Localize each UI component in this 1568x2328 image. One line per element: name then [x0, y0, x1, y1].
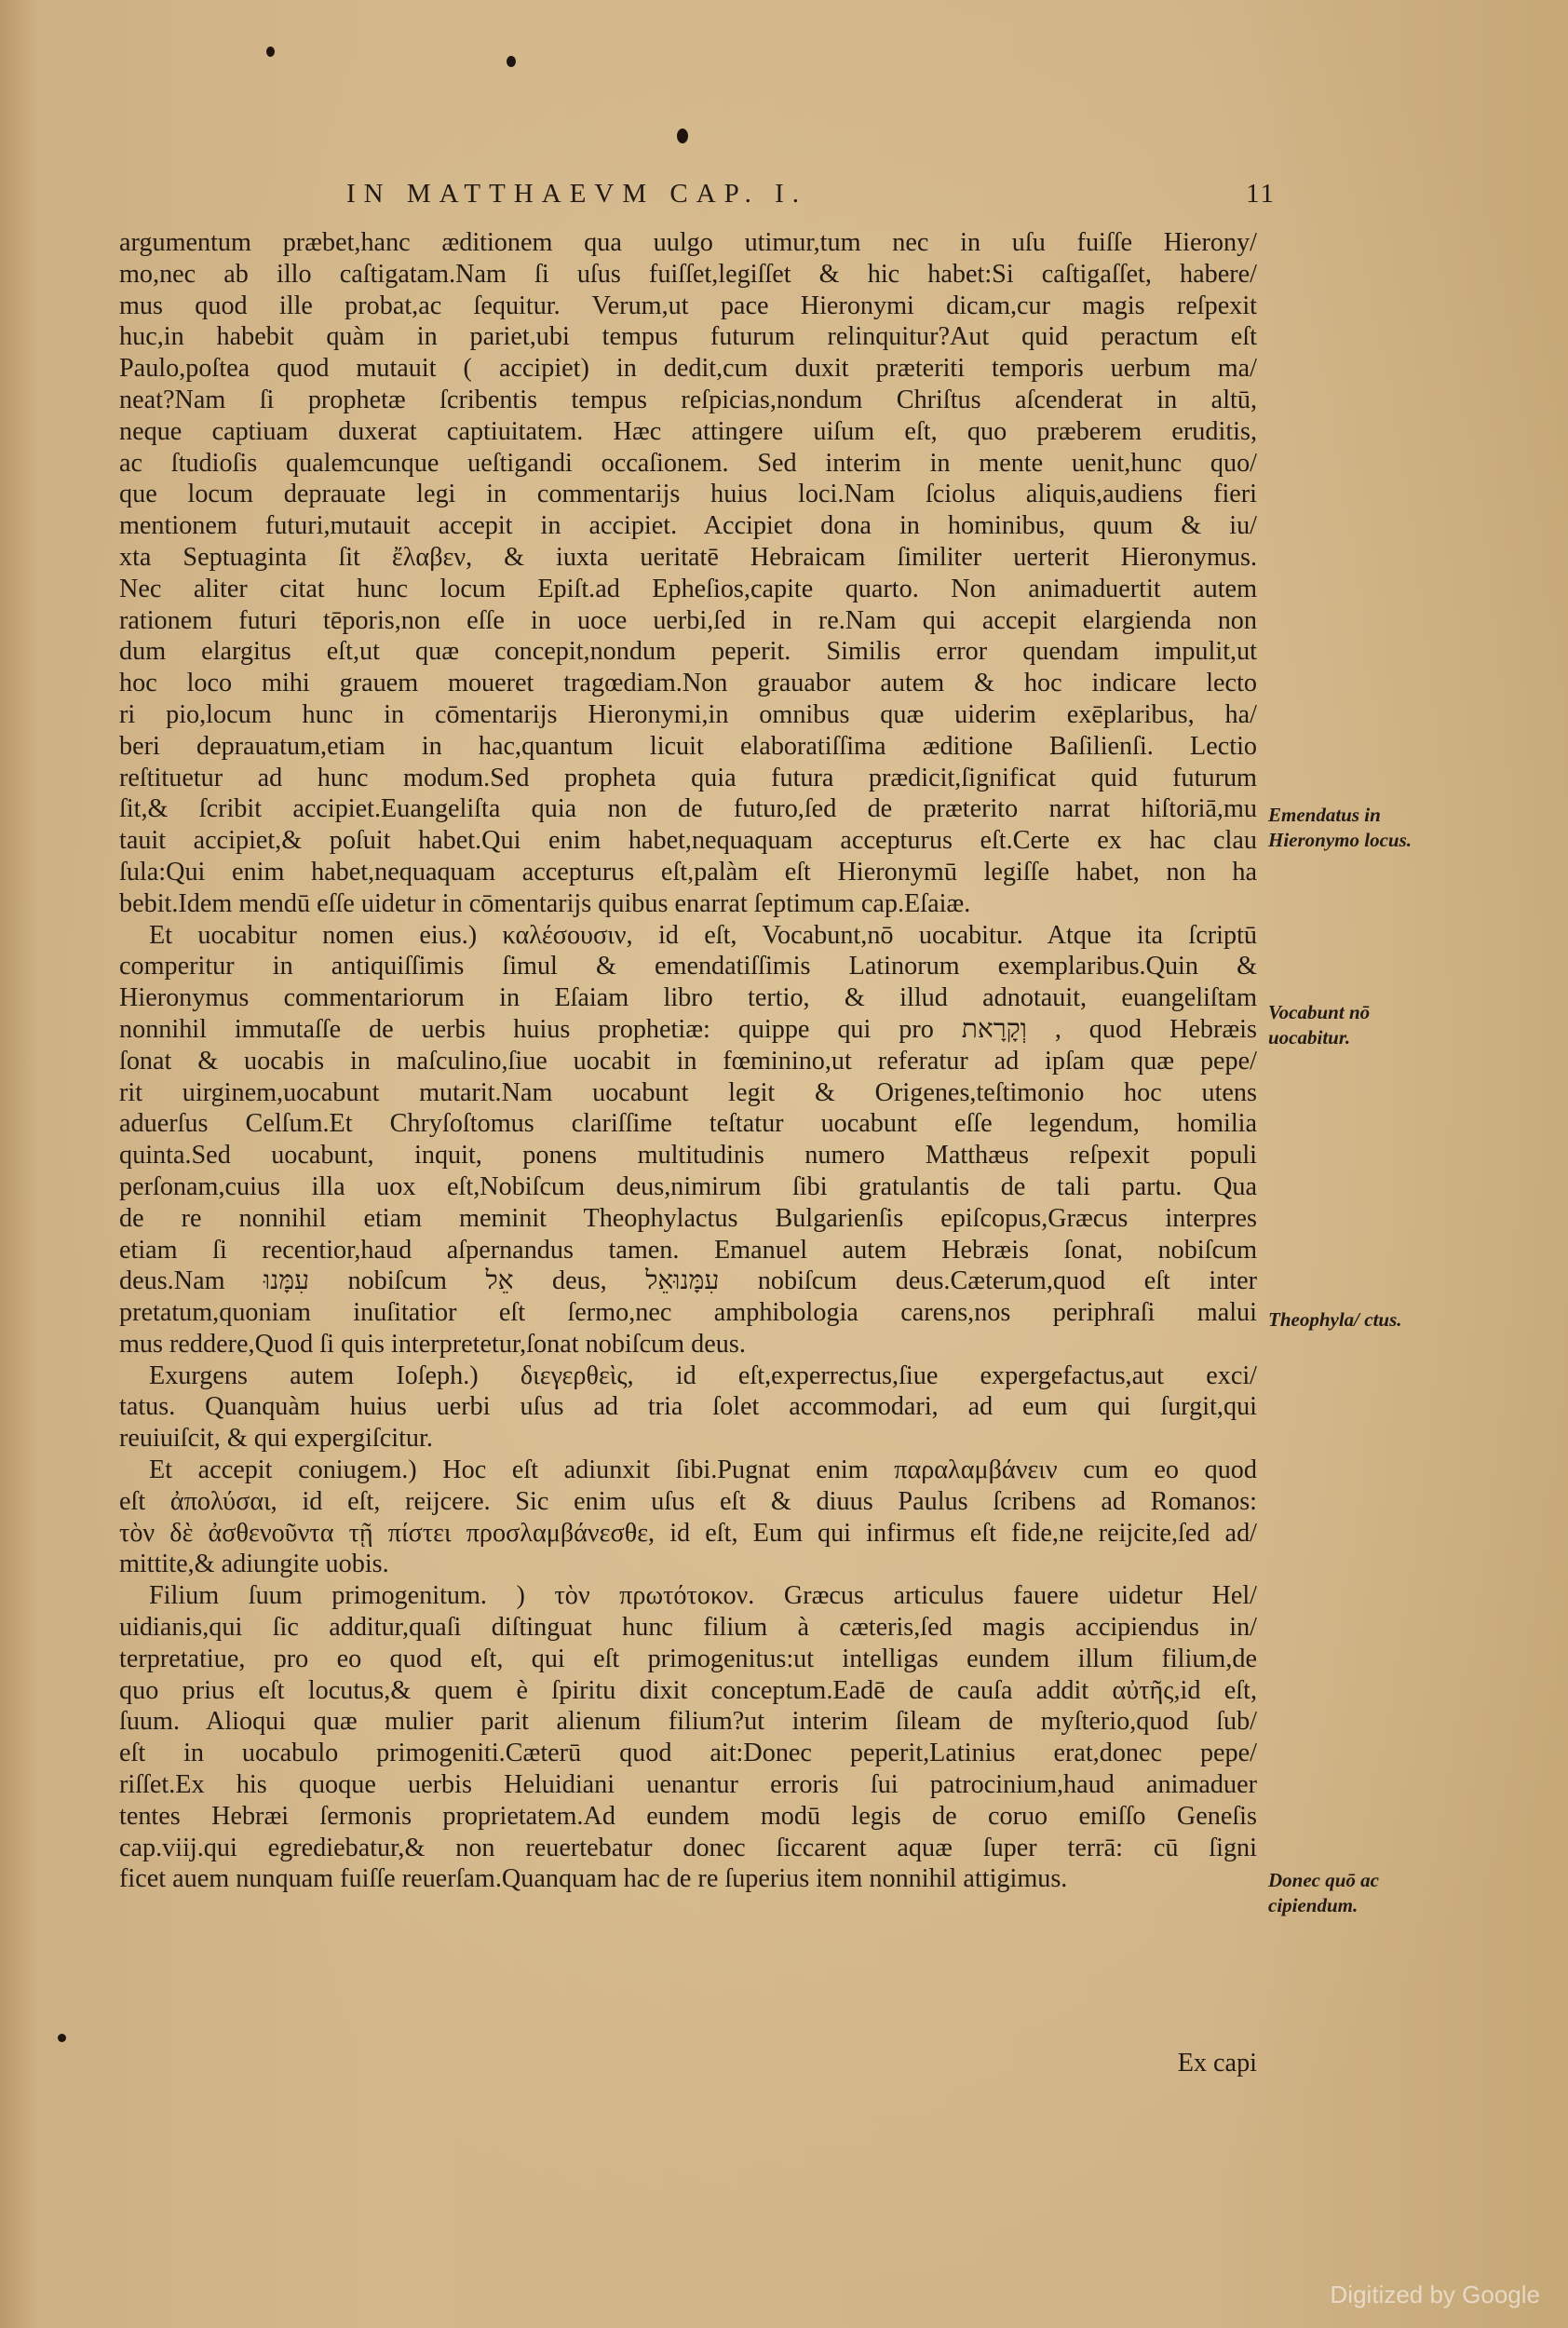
text-line: terpretatiue, pro eo quod eſt, qui eſt primogenitus:ut intelligas eundem illum filium,de: [119, 1644, 1257, 1673]
margin-note-theophylactus: Theophyla/ ctus.: [1268, 1308, 1402, 1331]
main-text-block: [119, 227, 1257, 1895]
text-line: etiam ſi recentior,haud aſpernandus tamen. Emanuel autem Hebræis ſonat, nobiſcum: [119, 1235, 1257, 1265]
text-line: que locum deprauate legi in commentarijs huius loci.Nam ſciolus aliquis,audiens fieri: [119, 480, 1257, 509]
running-title: IN MATTHAEVM CAP. I.: [346, 179, 807, 209]
ink-spot: [58, 2034, 66, 2042]
ink-spot: [677, 129, 688, 143]
text-line: Et uocabitur nomen eius.) καλέσουσιν, id eſt, Vocabunt,nō uocabitur. Atque ita ſcriptū: [149, 920, 1257, 950]
ink-spot: [266, 47, 275, 57]
text-line: reſtituetur ad hunc modum.Sed propheta quia futura prædicit,ſignificat quid futurum: [119, 763, 1257, 792]
text-line: aduerſus Celſum.Et Chryſoſtomus clariſſime teſtatur uocabunt eſſe legendum, homilia: [119, 1109, 1257, 1139]
ink-spot: [507, 56, 516, 67]
text-line: hoc loco mihi grauem moueret tragœdiam.Non grauabor autem & hoc indicare lecto: [119, 669, 1257, 698]
text-line: quinta.Sed uocabunt, inquit, ponens multitudinis numero Matthæus reſpexit populi: [119, 1141, 1257, 1171]
text-line: riſſet.Ex his quoque uerbis Heluidiani uenantur erroris ſui patrocinium,haud animaduer: [119, 1770, 1257, 1800]
text-line: de re nonnihil etiam meminit Theophylactus Bulgarienſis epiſcopus,Græcus interpres: [119, 1203, 1257, 1233]
text-line: neat?Nam ſi prophetæ ſcribentis tempus reſpicias,nondum Chriſtus aſcenderat in altū,: [119, 385, 1257, 414]
margin-note-emendatus: Emendatus in Hieronymo locus.: [1268, 804, 1413, 851]
text-line: ſula:Qui enim habet,nequaquam accepturus eſt,palàm eſt Hieronymū legiſſe habet, non ha: [119, 857, 1257, 887]
text-line: xta Septuaginta ſit ἔλαβεν, & iuxta ueritatē Hebraicam ſimiliter uerterit Hieronymus.: [119, 542, 1257, 572]
text-line: rationem futuri tēporis,non eſſe in uoce uerbi,ſed in re.Nam qui accepit elargienda non: [119, 605, 1257, 635]
text-line: cap.viij.qui egrediebatur,& non reuertebatur donec ſiccarent aquæ ſuper terrā: cū ſigni: [119, 1833, 1257, 1862]
text-line: tauit accipiet,& poſuit habet.Qui enim habet,nequaquam accepturus eſt.Certe ex hac clau: [119, 826, 1257, 856]
text-line: ri pio,locum hunc in cōmentarijs Hieronymi,in omnibus quæ uiderim exēplaribus, ha/: [119, 699, 1257, 729]
text-line: ac ſtudioſis qualemcunque ueſtigandi occaſionem. Sed interim in mente uenit,hunc quo/: [119, 448, 1257, 478]
text-line: ſonat & uocabis in maſculino,ſiue uocabit in fœminino,ut referatur ad ipſam quæ pepe/: [119, 1046, 1257, 1076]
text-line: eſt in uocabulo primogeniti.Cæterū quod ait:Donec peperit,Latinius erat,donec pepe/: [119, 1739, 1257, 1768]
text-line: uidianis,qui ſic additur,quaſi diſtinguat hunc filium à cæteris,ſed magis accipiendus in/: [119, 1613, 1257, 1643]
text-line: reuiuiſcit, & qui expergiſcitur.: [119, 1424, 433, 1454]
text-line: tatus. Quanquàm huius uerbi uſus ad tria ſolet accommodari, ad eum qui ſurgit,qui: [119, 1392, 1257, 1422]
text-line: nonnihil immutaſſe de uerbis huius prophetiæ: quippe qui pro וְקָרָאת , quod Hebræis: [119, 1014, 1257, 1044]
text-line: mus reddere,Quod ſi quis interpretetur,ſonat nobiſcum deus.: [119, 1329, 746, 1359]
text-line: bebit.Idem mendū eſſe uidetur in cōmentarijs quibus enarrat ſeptimum cap.Eſaiæ.: [119, 888, 971, 918]
text-line: argumentum præbet,hanc æditionem qua uulgo utimur,tum nec in uſu fuiſſe Hierony/: [119, 228, 1257, 257]
text-line: quo prius eſt locutus,& quem è ſpiritu dixit conceptum.Eadē de cauſa addit αὐτῆς,id eſt,: [119, 1675, 1257, 1705]
text-line: Et accepit coniugem.) Hoc eſt adiunxit ſibi.Pugnat enim παραλαμβάνειν cum eo quod: [149, 1455, 1257, 1485]
text-line: mentionem futuri,mutauit accepit in accipiet. Accipiet dona in hominibus, quum & iu/: [119, 511, 1257, 541]
text-line: Nec aliter citat hunc locum Epiſt.ad Epheſios,capite quarto. Non animaduertit autem: [119, 574, 1257, 603]
text-line: perſonam,cuius illa uox eſt,Nobiſcum deus,nimirum ſibi gratulantis de tali partu. Qua: [119, 1171, 1257, 1201]
text-line: eſt ἀπολύσαι, id eſt, reijcere. Sic enim uſus eſt & diuus Paulus ſcribens ad Romanos:: [119, 1486, 1257, 1516]
text-line: tentes Hebræi ſermonis proprietatem.Ad eundem modū legis de coruo emiſſo Geneſis: [119, 1801, 1257, 1831]
text-line: Hieronymus commentariorum in Eſaiam libro tertio, & illud adnotauit, euangeliſtam: [119, 983, 1257, 1013]
text-line: Exurgens autem Ioſeph.) διεγερθεὶς, id eſt,experrectus,ſiue expergefactus,aut exci/: [149, 1360, 1257, 1390]
page-number: 11: [1246, 179, 1276, 209]
text-line: ficet auem nunquam fuiſſe reuerſam.Quanquam hac de re ſuperius item nonnihil attigimus.: [119, 1864, 1068, 1894]
text-line: pretatum,quoniam inuſitatior eſt ſermo,nec amphibologia carens,nos periphraſi malui: [119, 1298, 1257, 1328]
text-line: ſit,& ſcribit accipiet.Euangeliſta quia non de futuro,ſed de præterito narrat hiſtoriā,mu: [119, 794, 1257, 824]
text-line: mittite,& adiungite uobis.: [119, 1550, 389, 1579]
text-line: τὸν δὲ ἀσθενοῦντα τῇ πίστει προσλαμβάνεσθε, id eſt, Eum qui infirmus eſt fide,ne reijcite,ſed ad/: [119, 1518, 1257, 1548]
digitized-watermark: Digitized by Google: [1330, 2281, 1540, 2308]
margin-note-donec: Donec quō ac cipiendum.: [1268, 1869, 1379, 1916]
running-header: [121, 179, 1276, 216]
text-line: mus quod ille probat,ac ſequitur. Verum,ut pace Hieronymi dicam,cur magis reſpexit: [119, 291, 1257, 320]
text-line: mo,nec ab illo caſtigatam.Nam ſi uſus fuiſſet,legiſſet & hic habet:Si caſtigaſſet, habere/: [119, 259, 1257, 289]
text-line: Filium ſuum primogenitum. ) τὸν πρωτότοκον. Græcus articulus fauere uidetur Hel/: [149, 1581, 1257, 1611]
text-line: ſuum. Alioqui quæ mulier parit alienum filium?ut interim ſileam de myſterio,quod ſub/: [119, 1707, 1257, 1737]
margin-note-vocabunt: Vocabunt nō uocabitur.: [1268, 1001, 1371, 1049]
catchword: Ex capi: [1177, 2049, 1257, 2078]
text-line: deus.Nam עִמָּנוּ nobiſcum אֵל deus, עִמָּנוּאֵל nobiſcum deus.Cæterum,quod eſt inter: [119, 1266, 1257, 1296]
text-line: neque captiuam duxerat captiuitatem. Hæc attingere uiſum eſt, quo præberem eruditis,: [119, 416, 1257, 446]
text-line: rit uirginem,uocabunt mutarit.Nam uocabunt legit & Origenes,teſtimonio hoc utens: [119, 1077, 1257, 1107]
text-line: Paulo,poſtea quod mutauit ( accipiet) in dedit,cum duxit præteriti temporis uerbum ma/: [119, 354, 1257, 384]
text-line: beri deprauatum,etiam in hac,quantum licuit elaboratiſſima æditione Baſilienſi. Lectio: [119, 731, 1257, 761]
text-line: dum elargitus eſt,ut quæ concepit,nondum peperit. Similis error quendam impulit,ut: [119, 637, 1257, 667]
text-line: huc,in habebit quàm in pariet,ubi tempus futurum relinquitur?Aut quid peractum eſt: [119, 322, 1257, 352]
text-line: comperitur in antiquiſſimis ſimul & emendatiſſimis Latinorum exemplaribus.Quin &: [119, 952, 1257, 981]
